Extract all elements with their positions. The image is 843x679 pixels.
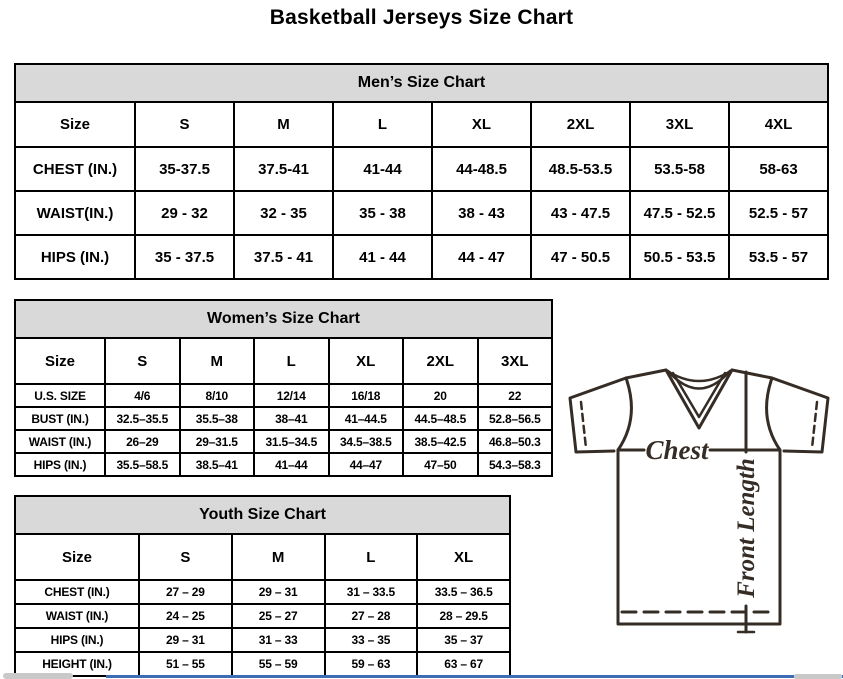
size-cell: 38 - 43	[432, 191, 531, 235]
youth-row-label-height: HEIGHT (IN.)	[15, 652, 139, 676]
size-cell: 47 - 50.5	[531, 235, 630, 279]
mens-row-label-chest: CHEST (IN.)	[15, 147, 135, 191]
size-cell: 29–31.5	[180, 430, 255, 453]
horizontal-scrollbar-thumb-left[interactable]	[3, 673, 73, 679]
womens-col-3xl: 3XL	[478, 338, 553, 384]
size-cell: 35 - 37.5	[135, 235, 234, 279]
mens-col-xl: XL	[432, 102, 531, 147]
size-cell: 35-37.5	[135, 147, 234, 191]
size-cell: 46.8–50.3	[478, 430, 553, 453]
size-cell: 52.5 - 57	[729, 191, 828, 235]
size-cell: 59 – 63	[325, 652, 418, 676]
mens-col-size: Size	[15, 102, 135, 147]
horizontal-scrollbar-track[interactable]	[106, 675, 843, 678]
table-row	[15, 628, 510, 652]
size-cell: 44–47	[329, 453, 404, 476]
size-cell: 41-44	[333, 147, 432, 191]
size-cell: 16/18	[329, 384, 404, 407]
size-cell: 54.3–58.3	[478, 453, 553, 476]
size-cell: 31 – 33	[232, 628, 325, 652]
mens-chart-title: Men’s Size Chart	[15, 64, 828, 102]
youth-row-label-chest: CHEST (IN.)	[15, 580, 139, 604]
size-cell: 34.5–38.5	[329, 430, 404, 453]
size-cell: 31 – 33.5	[325, 580, 418, 604]
size-cell: 50.5 - 53.5	[630, 235, 729, 279]
womens-col-l: L	[254, 338, 329, 384]
size-cell: 44.5–48.5	[403, 407, 478, 430]
size-cell: 22	[478, 384, 553, 407]
size-cell: 8/10	[180, 384, 255, 407]
table-row	[15, 384, 552, 407]
size-cell: 27 – 28	[325, 604, 418, 628]
table-row	[15, 407, 552, 430]
size-cell: 43 - 47.5	[531, 191, 630, 235]
youth-col-m: M	[232, 534, 325, 580]
size-cell: 44 - 47	[432, 235, 531, 279]
size-cell: 4/6	[105, 384, 180, 407]
mens-size-chart-table	[14, 63, 829, 280]
mens-col-3xl: 3XL	[630, 102, 729, 147]
size-cell: 33 – 35	[325, 628, 418, 652]
mens-col-l: L	[333, 102, 432, 147]
womens-col-s: S	[105, 338, 180, 384]
size-cell: 37.5 - 41	[234, 235, 333, 279]
size-cell: 51 – 55	[139, 652, 232, 676]
size-cell: 41–44	[254, 453, 329, 476]
mens-col-m: M	[234, 102, 333, 147]
womens-size-chart-table	[14, 299, 553, 477]
size-cell: 41–44.5	[329, 407, 404, 430]
jersey-measurement-diagram	[556, 360, 843, 679]
size-cell: 58-63	[729, 147, 828, 191]
jersey-diagram-icon	[556, 360, 843, 679]
size-cell: 53.5-58	[630, 147, 729, 191]
size-cell: 38.5–41	[180, 453, 255, 476]
womens-chart-title: Women’s Size Chart	[15, 300, 552, 338]
front-length-measure-label: Front Length	[733, 458, 760, 598]
table-row	[15, 453, 552, 476]
mens-row-label-waist: WAIST(IN.)	[15, 191, 135, 235]
mens-col-s: S	[135, 102, 234, 147]
size-cell: 31.5–34.5	[254, 430, 329, 453]
size-cell: 32.5–35.5	[105, 407, 180, 430]
womens-row-label-hips: HIPS (IN.)	[15, 453, 105, 476]
womens-col-m: M	[180, 338, 255, 384]
size-cell: 35 - 38	[333, 191, 432, 235]
youth-row-label-waist: WAIST (IN.)	[15, 604, 139, 628]
youth-row-label-hips: HIPS (IN.)	[15, 628, 139, 652]
size-cell: 38.5–42.5	[403, 430, 478, 453]
size-cell: 29 – 31	[139, 628, 232, 652]
horizontal-scrollbar-thumb-right[interactable]	[794, 674, 842, 679]
size-cell: 48.5-53.5	[531, 147, 630, 191]
size-cell: 20	[403, 384, 478, 407]
womens-col-2xl: 2XL	[403, 338, 478, 384]
mens-col-4xl: 4XL	[729, 102, 828, 147]
size-cell: 53.5 - 57	[729, 235, 828, 279]
page-title: Basketball Jerseys Size Chart	[269, 6, 574, 29]
size-cell: 24 – 25	[139, 604, 232, 628]
size-cell: 37.5-41	[234, 147, 333, 191]
size-cell: 35.5–58.5	[105, 453, 180, 476]
size-cell: 33.5 – 36.5	[417, 580, 510, 604]
mens-col-2xl: 2XL	[531, 102, 630, 147]
womens-row-label-us-size: U.S. SIZE	[15, 384, 105, 407]
size-cell: 27 – 29	[139, 580, 232, 604]
mens-row-label-hips: HIPS (IN.)	[15, 235, 135, 279]
table-row	[15, 652, 510, 676]
table-row	[15, 191, 828, 235]
womens-col-xl: XL	[329, 338, 404, 384]
womens-row-label-bust: BUST (IN.)	[15, 407, 105, 430]
size-cell: 35.5–38	[180, 407, 255, 430]
size-cell: 63 – 67	[417, 652, 510, 676]
size-cell: 32 - 35	[234, 191, 333, 235]
table-row	[15, 604, 510, 628]
womens-col-size: Size	[15, 338, 105, 384]
size-cell: 52.8–56.5	[478, 407, 553, 430]
youth-col-size: Size	[15, 534, 139, 580]
table-row	[15, 235, 828, 279]
table-row	[15, 430, 552, 453]
size-cell: 25 – 27	[232, 604, 325, 628]
size-cell: 29 - 32	[135, 191, 234, 235]
size-cell: 55 – 59	[232, 652, 325, 676]
size-cell: 44-48.5	[432, 147, 531, 191]
table-row	[15, 147, 828, 191]
youth-col-s: S	[139, 534, 232, 580]
size-cell: 47–50	[403, 453, 478, 476]
size-cell: 38–41	[254, 407, 329, 430]
size-cell: 28 – 29.5	[417, 604, 510, 628]
youth-size-chart-table	[14, 495, 511, 677]
size-cell: 12/14	[254, 384, 329, 407]
size-cell: 29 – 31	[232, 580, 325, 604]
table-row	[15, 580, 510, 604]
size-cell: 41 - 44	[333, 235, 432, 279]
youth-col-l: L	[325, 534, 418, 580]
youth-chart-title: Youth Size Chart	[15, 496, 510, 534]
womens-row-label-waist: WAIST (IN.)	[15, 430, 105, 453]
chest-measure-label: Chest	[645, 435, 709, 465]
size-cell: 26–29	[105, 430, 180, 453]
youth-col-xl: XL	[417, 534, 510, 580]
size-cell: 35 – 37	[417, 628, 510, 652]
size-cell: 47.5 - 52.5	[630, 191, 729, 235]
